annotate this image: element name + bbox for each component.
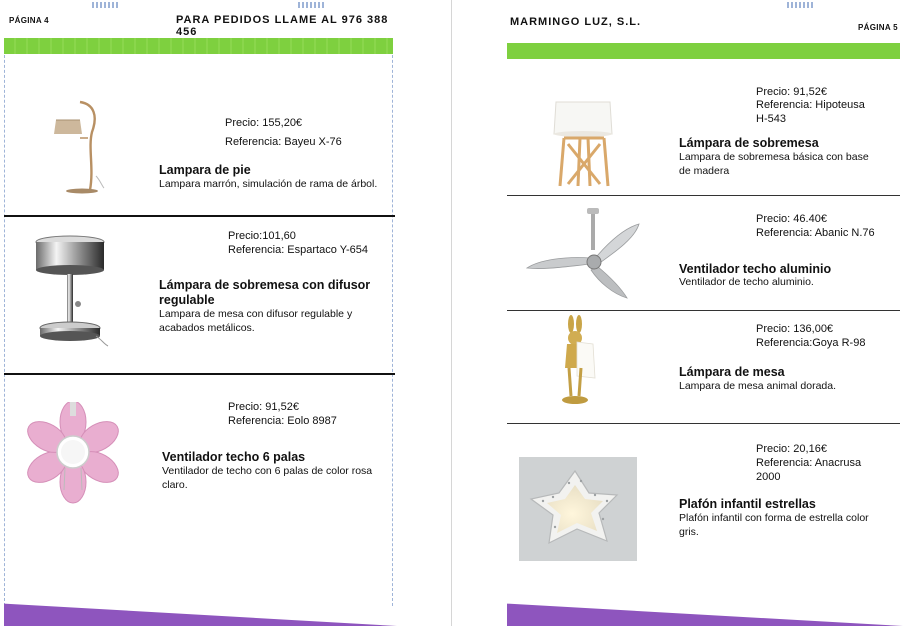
guide-marks bbox=[787, 2, 815, 8]
purple-band bbox=[507, 598, 903, 626]
rabbit-lamp-icon bbox=[557, 314, 597, 406]
chrome-table-lamp-icon bbox=[32, 232, 110, 348]
page-4 bbox=[0, 0, 397, 626]
product-reference: Referencia: Espartaco Y-654 bbox=[228, 244, 369, 256]
section-divider bbox=[507, 310, 900, 311]
margin-guide bbox=[4, 40, 5, 606]
spine-line bbox=[451, 0, 452, 626]
product-reference: Referencia:Goya R-98 bbox=[756, 337, 866, 349]
green-band bbox=[4, 38, 393, 54]
product-title: Ventilador techo 6 palas bbox=[162, 450, 306, 464]
product-reference: Referencia: Abanic N.76 bbox=[756, 227, 875, 239]
product-reference: Referencia: Eolo 8987 bbox=[228, 415, 337, 427]
product-description: Lampara de sobremesa básica con base de madera bbox=[679, 151, 869, 177]
product-price: Precio:101,60 bbox=[228, 230, 296, 242]
product-title: Lámpara de sobremesa bbox=[679, 136, 819, 150]
guide-marks bbox=[298, 2, 326, 8]
section-divider bbox=[507, 195, 900, 196]
product-reference: Referencia: Hipoteusa H-543 bbox=[756, 99, 865, 125]
product-reference: Referencia: Bayeu X-76 bbox=[225, 136, 342, 148]
product-title: Lámpara de mesa bbox=[679, 365, 785, 379]
product-description: Ventilador de techo con 6 palas de color rosa claro. bbox=[162, 465, 373, 491]
pink-fan-icon bbox=[16, 402, 130, 504]
product-title: Lampara de pie bbox=[159, 163, 251, 177]
product-price: Precio: 20,16€ bbox=[756, 443, 827, 455]
page-number: PÁGINA 5 bbox=[858, 23, 898, 32]
margin-guide bbox=[392, 40, 393, 606]
wood-table-lamp-icon bbox=[550, 98, 620, 190]
product-price: Precio: 91,52€ bbox=[228, 401, 299, 413]
green-band bbox=[507, 43, 900, 59]
floor-lamp-icon bbox=[44, 98, 106, 196]
product-title: Ventilador techo aluminio bbox=[679, 262, 832, 276]
product-price: Precio: 46.40€ bbox=[756, 213, 827, 225]
company-name: MARMINGO LUZ, S.L. bbox=[510, 16, 642, 28]
purple-band bbox=[4, 598, 397, 626]
section-divider bbox=[4, 215, 395, 217]
aluminium-fan-icon bbox=[525, 208, 641, 300]
product-title: Lámpara de sobremesa con difusor regulable bbox=[159, 278, 371, 307]
product-price: Precio: 91,52€ bbox=[756, 86, 827, 98]
product-description: Lampara de mesa animal dorada. bbox=[679, 380, 837, 392]
product-description: Lampara marrón, simulación de rama de árbol. bbox=[159, 178, 378, 190]
product-price: Precio: 155,20€ bbox=[225, 117, 303, 129]
page-number: PÁGINA 4 bbox=[9, 16, 49, 25]
page-5 bbox=[505, 0, 903, 626]
product-description: Lampara de mesa con difusor regulable y acabados metálicos. bbox=[159, 308, 353, 334]
product-price: Precio: 136,00€ bbox=[756, 323, 834, 335]
product-title: Plafón infantil estrellas bbox=[679, 497, 816, 511]
product-description: Ventilador de techo aluminio. bbox=[679, 276, 814, 288]
section-divider bbox=[507, 423, 900, 424]
section-divider bbox=[4, 373, 395, 375]
guide-marks bbox=[92, 2, 120, 8]
header-phone: PARA PEDIDOS LLAME AL 976 388 456 bbox=[176, 14, 389, 38]
product-description: Plafón infantil con forma de estrella color gris. bbox=[679, 512, 869, 538]
product-reference: Referencia: Anacrusa 2000 bbox=[756, 457, 862, 483]
star-ceiling-light-icon bbox=[519, 457, 637, 561]
